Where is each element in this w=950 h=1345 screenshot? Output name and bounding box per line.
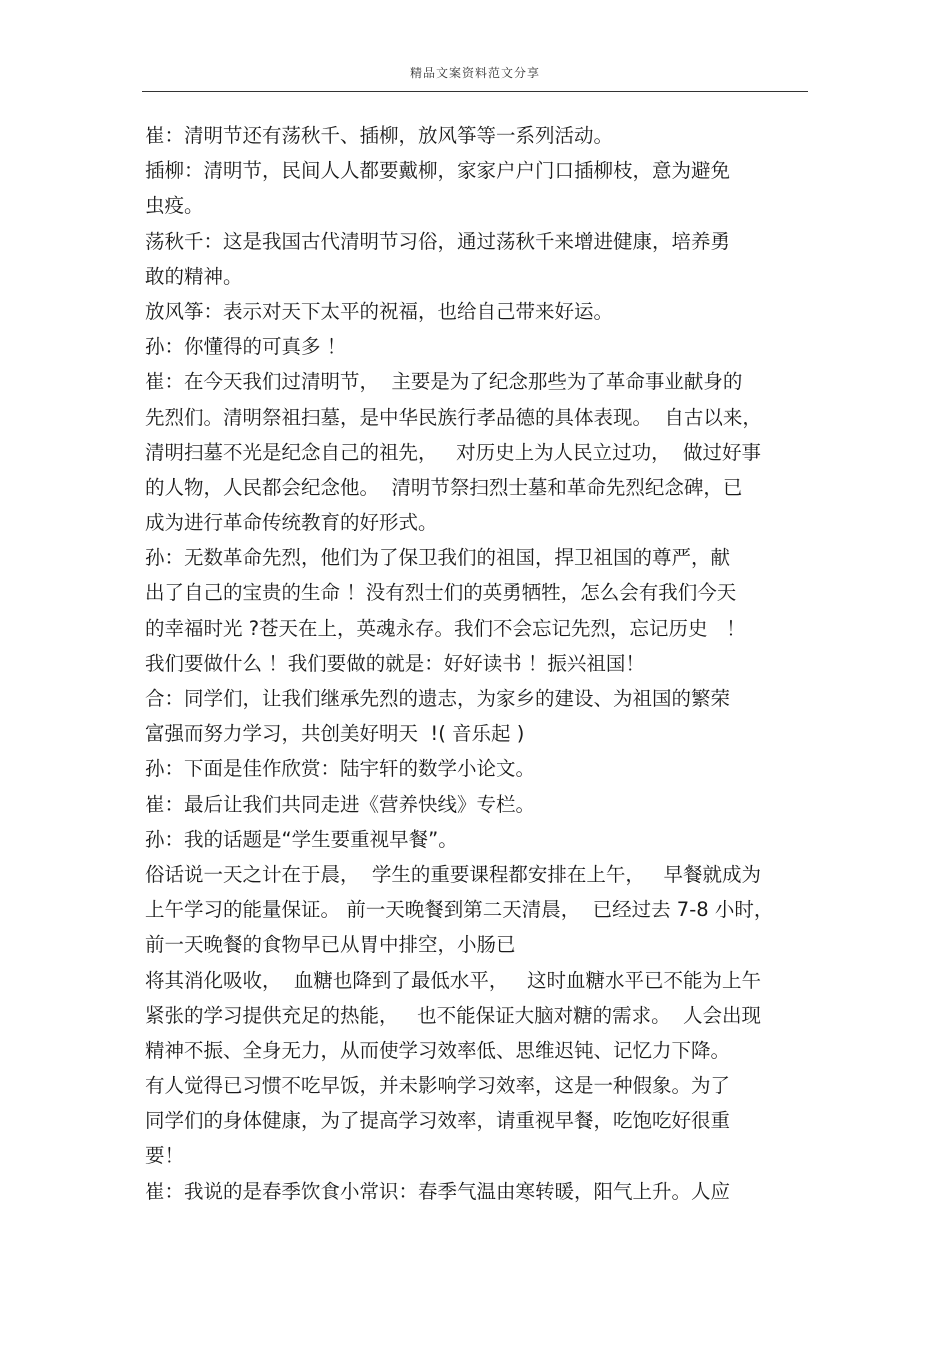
text-line: 将其消化吸收， 血糖也降到了最低水平， 这时血糖水平已不能为上午 [145,968,761,992]
text-line: 我们要做什么 ！我们要做的就是：好好读书 ！振兴祖国！ [145,651,645,675]
text-line: 孙：你懂得的可真多 ！ [145,335,347,359]
text-line: 崔：在今天我们过清明节， 主要是为了纪念那些为了革命事业献身的 [145,370,743,394]
text-line: 有人觉得已习惯不吃早饭，并未影响学习效率，这是一种假象。为了 [145,1074,731,1098]
text-line: 孙：我的话题是“学生要重视早餐”。 [145,827,458,851]
text-line: 紧张的学习提供充足的热能， 也不能保证大脑对糖的需求。 人会出现 [145,1003,761,1027]
text-line: 敢的精神。 [145,264,243,288]
text-line: 的人物，人民都会纪念他。 清明节祭扫烈士墓和革命先烈纪念碑，已 [145,475,743,499]
text-line: 富强而努力学习，共创美好明天 !( 音乐起 ) [145,722,525,746]
text-line: 要！ [145,1144,185,1168]
text-line: 的幸福时光 ?苍天在上，英魂永存。我们不会忘记先烈，忘记历史 ！ [145,616,746,640]
text-line: 虫疫。 [145,194,204,218]
text-line: 崔：我说的是春季饮食小常识：春季气温由寒转暖，阳气上升。人应 [145,1179,731,1203]
header-divider [142,91,808,92]
text-line: 成为进行革命传统教育的好形式。 [145,511,438,535]
page-header-title: 精品文案资料范文分享 [409,66,540,80]
text-line: 崔：最后让我们共同走进《营养快线》专栏。 [145,792,536,816]
text-line: 上午学习的能量保证。 前一天晚餐到第二天清晨， 已经过去 7-8 小时， [145,898,774,922]
text-line: 先烈们。清明祭祖扫墓，是中华民族行孝品德的具体表现。 自古以来， [145,405,762,429]
text-line: 孙：下面是佳作欣赏：陆宇轩的数学小论文。 [145,757,536,781]
text-line: 精神不振、全身无力，从而使学习效率低、思维迟钝、记忆力下降。 [145,1038,731,1062]
document-body [145,118,805,1209]
text-line: 出了自己的宝贵的生命 ！没有烈士们的英勇牺牲，怎么会有我们今天 [145,581,737,605]
text-line: 同学们的身体健康，为了提高学习效率，请重视早餐，吃饱吃好很重 [145,1109,731,1133]
text-line: 插柳：清明节，民间人人都要戴柳，家家户户门口插柳枝，意为避免 [145,159,731,183]
text-line: 崔：清明节还有荡秋千、插柳，放风筝等一系列活动。 [145,124,614,147]
text-line: 放风筝：表示对天下太平的祝福，也给自己带来好运。 [145,299,614,323]
text-line: 俗话说一天之计在于晨， 学生的重要课程都安排在上午， 早餐就成为 [145,862,761,886]
text-line: 清明扫墓不光是纪念自己的祖先， 对历史上为人民立过功， 做过好事 [145,440,761,464]
text-line: 前一天晚餐的食物早已从胃中排空，小肠已 [145,933,516,957]
text-line: 荡秋千：这是我国古代清明节习俗，通过荡秋千来增进健康，培养勇 [145,229,731,253]
text-line: 孙：无数革命先烈，他们为了保卫我们的祖国，捍卫祖国的尊严，献 [145,546,731,570]
text-line: 合：同学们，让我们继承先烈的遗志，为家乡的建设、为祖国的繁荣 [145,687,731,710]
